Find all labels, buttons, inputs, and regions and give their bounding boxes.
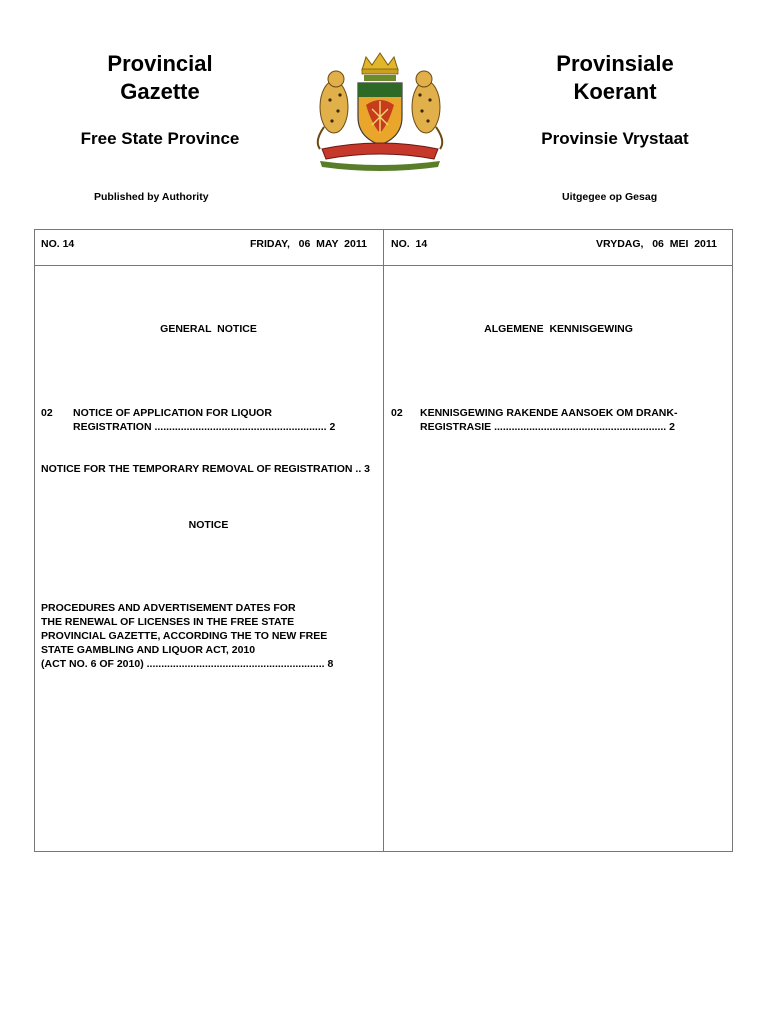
right-title-line1: Provinsiale — [556, 51, 674, 76]
afrikaans-item-line2: REGISTRASIE ........................................................... 2 — [420, 421, 675, 433]
right-issue-date: VRYDAG, 06 MEI 2011 — [596, 238, 717, 250]
procedures-line1: PROCEDURES AND ADVERTISEMENT DATES FOR — [41, 602, 296, 614]
right-title-line2: Koerant — [573, 79, 657, 104]
procedures-line3: PROVINCIAL GAZETTE, ACCORDING THE TO NEW FREE — [41, 630, 328, 642]
right-subtitle: Provinsie Vrystaat — [541, 129, 689, 148]
left-title-line1: Provincial — [107, 51, 213, 76]
left-title-line2: Gazette — [120, 79, 200, 104]
left-published-by: Published by Authority — [94, 191, 209, 203]
right-title — [510, 50, 720, 106]
afrikaans-item-number: 02 — [391, 407, 403, 419]
procedures-line4: STATE GAMBLING AND LIQUOR ACT, 2010 — [41, 644, 256, 656]
afrikaans-item-line1: KENNISGEWING RAKENDE AANSOEK OM DRANK- — [420, 407, 678, 419]
left-subtitle: Free State Province — [80, 129, 240, 148]
procedures-line5: (ACT NO. 6 OF 2010) ............................................................. 8 — [41, 658, 334, 670]
right-issue-number: NO. 14 — [391, 238, 428, 250]
right-published-by: Uitgegee op Gesag — [562, 191, 658, 203]
temporary-removal-line: NOTICE FOR THE TEMPORARY REMOVAL OF REGISTRATION .. 3 — [41, 463, 371, 475]
left-issue-number: NO. 14 — [41, 238, 75, 250]
header-divider — [34, 265, 733, 266]
english-item-line2: REGISTRATION ........................................................... 2 — [73, 421, 336, 433]
procedures-line2: THE RENEWAL OF LICENSES IN THE FREE STATE — [41, 616, 295, 628]
english-item-number: 02 — [41, 407, 53, 419]
left-issue-date: FRIDAY, 06 MAY 2011 — [250, 238, 367, 250]
left-title — [60, 50, 260, 106]
english-item-line1: NOTICE OF APPLICATION FOR LIQUOR — [73, 407, 272, 419]
notice-heading: NOTICE — [188, 519, 229, 531]
algemene-kennisgewing-heading: ALGEMENE KENNISGEWING — [484, 323, 633, 335]
coat-of-arms-icon — [300, 45, 460, 175]
general-notice-heading: GENERAL NOTICE — [160, 323, 257, 335]
procedures-item — [41, 601, 333, 671]
